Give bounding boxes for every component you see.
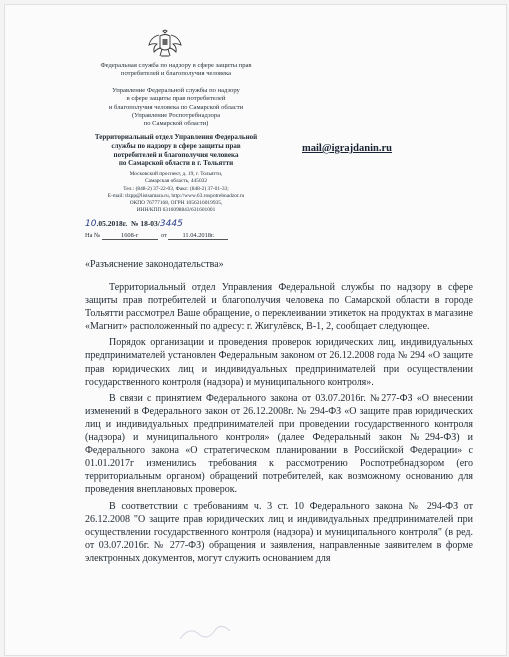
header-line: службы по надзору в сфере защиты прав (111, 141, 241, 150)
reply-from-label: от (160, 232, 167, 239)
header-line: потребителей и благополучия человека (113, 150, 239, 159)
header-line: по Самарской области) (143, 120, 209, 128)
header-line: (Управление Роспотребнадзора (131, 111, 221, 119)
number-label: № (130, 219, 139, 228)
header-line: Территориальный отдел Управления Федеральной (94, 133, 258, 141)
handwritten-number: 3445 (159, 219, 183, 229)
reply-to-line (85, 232, 228, 240)
address-line: ИНН/КПП 6316098843/631601001 (136, 207, 216, 214)
address-block (85, 171, 267, 215)
letter-subject: «Разъяснение законодательства» (85, 259, 224, 270)
printed-date: .05.2018г. (96, 219, 128, 228)
header-line: по Самарской области в г. Тольятти (118, 159, 234, 168)
faint-signature-mark (175, 617, 235, 647)
letter-page (4, 4, 507, 656)
coat-of-arms-icon (147, 29, 183, 59)
handwritten-day: 10 (85, 219, 97, 229)
header-line: Федеральная служба по надзору в сфере защиты прав (100, 62, 252, 69)
header-line: Управление Федеральной службы по надзору (112, 87, 240, 94)
body-paragraph: Порядок организации и проведения проверок юридических лиц, индивидуальных предпринимателей установлен Федеральным законом от 26.12.2008 года № 294 «О защите прав юридических лиц и индивидуальных предпринимателей при осуществлении государственного контроля (надзора) и муниципального контроля». (85, 337, 473, 388)
letter-body (85, 281, 473, 568)
header-line: в сфере защиты прав потребителей (126, 95, 226, 103)
address-line: Тел.: (848-2) 37-22-03, Факс: (848-2) 37-01-33; (123, 185, 229, 192)
outgoing-date-number (85, 219, 183, 229)
federal-service-block (85, 62, 267, 79)
department-block (85, 87, 267, 128)
recipient-email: mail@igrajdanin.ru (302, 143, 392, 154)
body-paragraph: В соответствии с требованиям ч. 3 ст. 10 Федерального закона № 294-ФЗ от 26.12.2008 "О защите прав юридических лиц и индивидуальных предпринимателей при осуществлении государственного контроля (надзора) и муниципального контроля" (в ред. от 03.07.2016г. № 277-ФЗ) обращения и заявления, направленные заявителем в форме электронных документов, могут служить основанием для (85, 500, 473, 564)
address-line: E-mail: tlzpp@listsamara.ru, http://www.63.rospotrebnadzor.ru (107, 192, 245, 199)
address-line: ОКПО 76777168, ОГРН 1056316019935, (129, 200, 223, 207)
address-line: Московский проспект, д. 19, г. Тольятти, (129, 171, 223, 177)
reply-number: 1608-г (102, 232, 158, 240)
body-paragraph: В связи с принятием Федерального закона от 03.07.2016г. №277-ФЗ «О внесении изменений в Федерального закон от 26.12.2008г. № 294-ФЗ «О защите прав юридических лиц и индивидуальных предпринимателей при проведении государственного контроля (надзора) и муниципального контроля» (далее Федеральный закон №294-ФЗ) и Федерального закона «О стратегическом планировании в Российской Федерации» с 01.01.2017г изменились требования к рассмотрению Роспотребнадзором (его территориальным органом) обращений потребителей, как возможному основанию для проведения внеплановых проверок. (85, 392, 473, 496)
printed-number: 18-03/ (140, 219, 160, 228)
header-line: потребителей и благополучия человека (120, 70, 232, 78)
territorial-block (85, 133, 267, 168)
address-line: Самарская область, 445032 (144, 178, 208, 185)
reply-date: 11.04.2018г. (168, 232, 228, 240)
body-paragraph: Территориальный отдел Управления Федеральной службы по надзору в сфере защиты прав потребителей и благополучия человека по Самарской области в городе Тольятти рассмотрел Ваше обращение, о переклеивании этикеток на продуктах в магазине «Магнит» расположенный по адресу: г. Жигулёвск, В-1, 2, сообщает следующее. (85, 282, 473, 333)
header-line: и благополучия человека по Самарской области (108, 103, 244, 111)
reply-label: На № (85, 232, 101, 239)
